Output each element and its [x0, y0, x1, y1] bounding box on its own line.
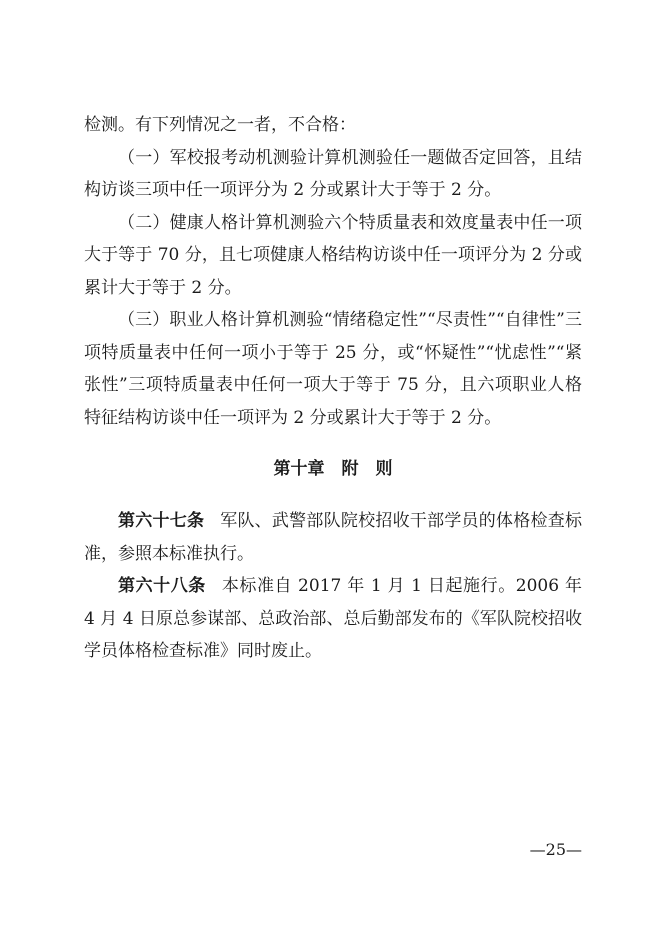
article-text: 军队、武警部队院校招收干部学员的体格检查标准，参照本标准执行。 [84, 511, 583, 564]
article-number: 第六十七条 [118, 511, 205, 531]
articles-block [84, 505, 582, 668]
article-68 [84, 570, 582, 668]
criterion-item-2: （二）健康人格计算机测验六个特质量表和效度量表中任一项大于等于 70 分，且七项健康人格结构访谈中任一项评分为 2 分或累计大于等于 2 分。 [84, 212, 582, 298]
criterion-item-3: （三）职业人格计算机测验“情绪稳定性”“尽责性”“自律性”三项特质量表中任何一项小于等于 25 分，或“怀疑性”“忧虑性”“紧张性”三项特质量表中任何一项大于等于 75 分，且六项职业人格特征结构访谈中任一项评为 2 分或累计大于等于 2 分。 [84, 310, 582, 428]
top-body-text [84, 109, 582, 434]
article-text: 本标准自 2017 年 1 月 1 日起施行。2006 年 4 月 4 日原总参谋部、总政治部、总后勤部发布的《军队院校招收学员体格检查标准》同时废止。 [84, 576, 582, 661]
article-number: 第六十八条 [118, 576, 206, 596]
chapter-heading: 第十章 附 则 [273, 459, 393, 479]
article-67 [84, 505, 582, 570]
page-number: —25— [529, 840, 582, 859]
intro-paragraph: 检测。有下列情况之一者，不合格： [84, 115, 356, 135]
criterion-item-1: （一）军校报考动机测验计算机测验任一题做否定回答，且结构访谈三项中任一项评分为 2 分或累计大于等于 2 分。 [84, 147, 582, 200]
